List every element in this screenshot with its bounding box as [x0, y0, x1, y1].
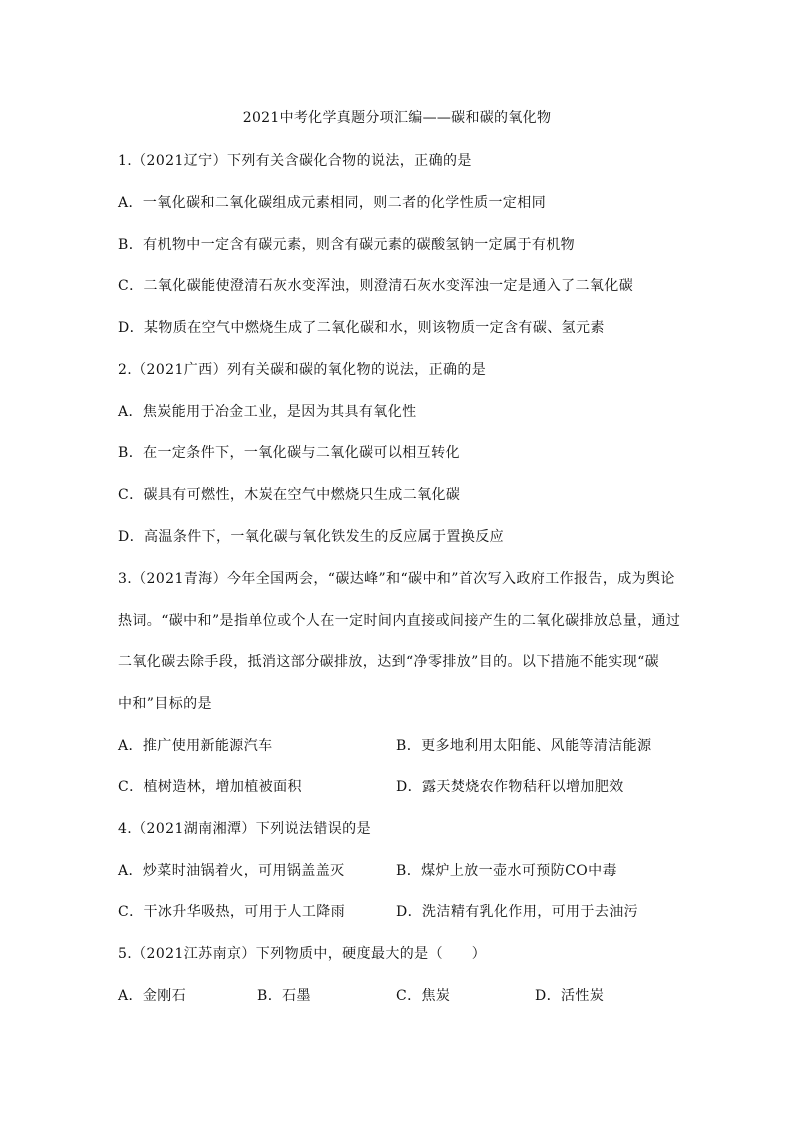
question-5-option-d: D．活性炭 [535, 988, 605, 1004]
question-1-option-c: C．二氧化碳能使澄清石灰水变浑浊，则澄清石灰水变浑浊一定是通入了二氧化碳 [118, 278, 634, 294]
question-2-option-c: C．碳具有可燃性，木炭在空气中燃烧只生成二氧化碳 [118, 487, 461, 503]
question-4-option-a: A．炒菜时油锅着火，可用锅盖盖灭 [118, 863, 345, 879]
question-5-option-a: A．金刚石 [118, 988, 187, 1004]
question-4-option-c: C．干冰升华吸热，可用于人工降雨 [118, 904, 346, 920]
question-1-stem: 1.（2021辽宁）下列有关含碳化合物的说法，正确的是 [118, 153, 472, 169]
question-2-stem: 2.（2021广西）列有关碳和碳的氧化物的说法，正确的是 [118, 362, 487, 378]
question-5-option-c: C．焦炭 [396, 988, 451, 1004]
document-title: 2021中考化学真题分项汇编——碳和碳的氧化物 [242, 110, 552, 126]
question-3-option-a: A．推广使用新能源汽车 [118, 738, 273, 754]
question-1-option-b: B．有机物中一定含有碳元素，则含有碳元素的碳酸氢钠一定属于有机物 [118, 237, 576, 253]
question-2-option-b: B．在一定条件下，一氧化碳与二氧化碳可以相互转化 [118, 445, 460, 461]
question-4-stem: 4.（2021湖南湘潭）下列说法错误的是 [118, 821, 371, 837]
question-3-option-b: B．更多地利用太阳能、风能等清洁能源 [396, 738, 652, 754]
question-3-option-c: C．植树造林，增加植被面积 [118, 779, 302, 795]
question-4-option-d: D．洗洁精有乳化作用，可用于去油污 [396, 904, 639, 920]
question-1-option-a: A．一氧化碳和二氧化碳组成元素相同，则二者的化学性质一定相同 [118, 195, 547, 211]
question-1-option-d: D．某物质在空气中燃烧生成了二氧化碳和水，则该物质一定含有碳、氢元素 [118, 320, 605, 336]
question-3-stem-line-1: 3.（2021青海）今年全国两会，“碳达峰”和“碳中和”首次写入政府工作报告，成为舆论 [118, 571, 675, 587]
question-3-stem-line-2: 热词。“碳中和”是指单位或个人在一定时间内直接或间接产生的二氧化碳排放总量，通过 [118, 613, 681, 629]
question-5-stem: 5.（2021江苏南京）下列物质中，硬度最大的是（ ） [118, 946, 487, 962]
question-3-stem-line-4: 中和”目标的是 [118, 696, 212, 712]
question-4-option-b: B．煤炉上放一壶水可预防CO中毒 [396, 863, 617, 879]
question-2-option-a: A．焦炭能用于冶金工业，是因为其具有氧化性 [118, 404, 417, 420]
question-2-option-d: D．高温条件下，一氧化碳与氧化铁发生的反应属于置换反应 [118, 529, 505, 545]
question-5-option-b: B．石墨 [257, 988, 311, 1004]
question-3-option-d: D．露天焚烧农作物秸秆以增加肥效 [396, 779, 624, 795]
question-3-stem-line-3: 二氧化碳去除手段，抵消这部分碳排放，达到“净零排放”目的。以下措施不能实现“碳 [118, 654, 660, 670]
